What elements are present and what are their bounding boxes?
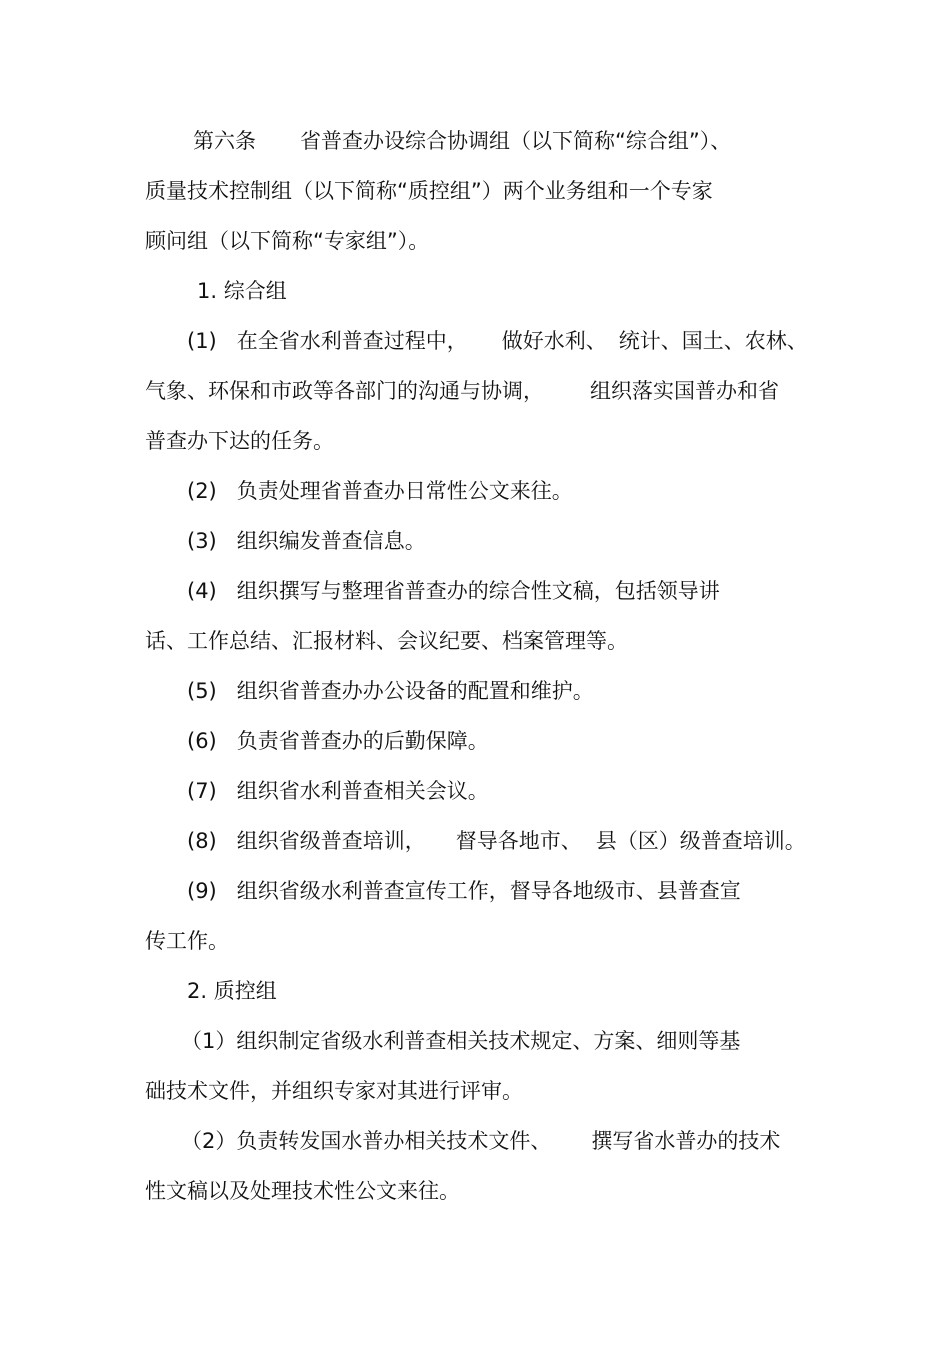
item-1-1-line-2: 气象、环保和市政等各部门的沟通与协调， 组织落实国普办和省 — [145, 379, 779, 403]
item-number: (6) — [187, 729, 217, 753]
item-1-2: (2) 负责处理省普查办日常性公文来往。 — [187, 479, 573, 503]
article-intro-line-1 — [193, 131, 731, 152]
item-number: (8) — [187, 829, 217, 853]
item-2-1-line-2: 础技术文件，并组织专家对其进行评审。 — [145, 1079, 523, 1103]
item-1-1-line-3: 普查办下达的任务。 — [145, 429, 334, 453]
item-1-7: (7) 组织省水利普查相关会议。 — [187, 779, 489, 803]
item-number: (3) — [187, 529, 217, 553]
item-1-4-line-2: 话、工作总结、汇报材料、会议纪要、档案管理等。 — [145, 629, 628, 653]
article-heading: 第六条 — [193, 129, 256, 153]
item-1-3: (3) 组织编发普查信息。 — [187, 529, 426, 553]
item-1-9-line-2: 传工作。 — [145, 929, 229, 953]
item-number: (2) — [187, 479, 217, 503]
section-2-title: 2. 质控组 — [187, 979, 277, 1003]
item-number: (5) — [187, 679, 217, 703]
item-2-1-line-1: （1）组织制定省级水利普查相关技术规定、方案、细则等基 — [181, 1029, 741, 1053]
item-1-5: (5) 组织省普查办办公设备的配置和维护。 — [187, 679, 594, 703]
item-number: (4) — [187, 579, 217, 603]
article-intro-line-3: 顾问组（以下简称“专家组”）。 — [145, 229, 430, 253]
item-1-6: (6) 负责省普查办的后勤保障。 — [187, 729, 489, 753]
item-number: (9) — [187, 879, 217, 903]
item-1-1-line-1: (1) 在全省水利普查过程中， 做好水利、 统计、国土、农林、 — [187, 329, 808, 353]
item-1-4-line-1: (4) 组织撰写与整理省普查办的综合性文稿，包括领导讲 — [187, 579, 720, 603]
article-intro-text: 省普查办设综合协调组（以下简称“综合组”）、 — [300, 129, 732, 153]
item-1-9-line-1: (9) 组织省级水利普查宣传工作，督导各地级市、县普查宣 — [187, 879, 741, 903]
item-1-8: (8) 组织省级普查培训， 督导各地市、 县（区）级普查培训。 — [187, 829, 806, 853]
item-2-2-line-1: （2）负责转发国水普办相关技术文件、 撰写省水普办的技术 — [181, 1129, 781, 1153]
item-number: (7) — [187, 779, 217, 803]
item-number: (1) — [187, 329, 217, 353]
item-2-2-line-2: 性文稿以及处理技术性公文来往。 — [145, 1179, 460, 1203]
article-intro-line-2: 质量技术控制组（以下简称“质控组”）两个业务组和一个专家 — [145, 179, 713, 203]
section-1-title: 1. 综合组 — [197, 279, 287, 303]
